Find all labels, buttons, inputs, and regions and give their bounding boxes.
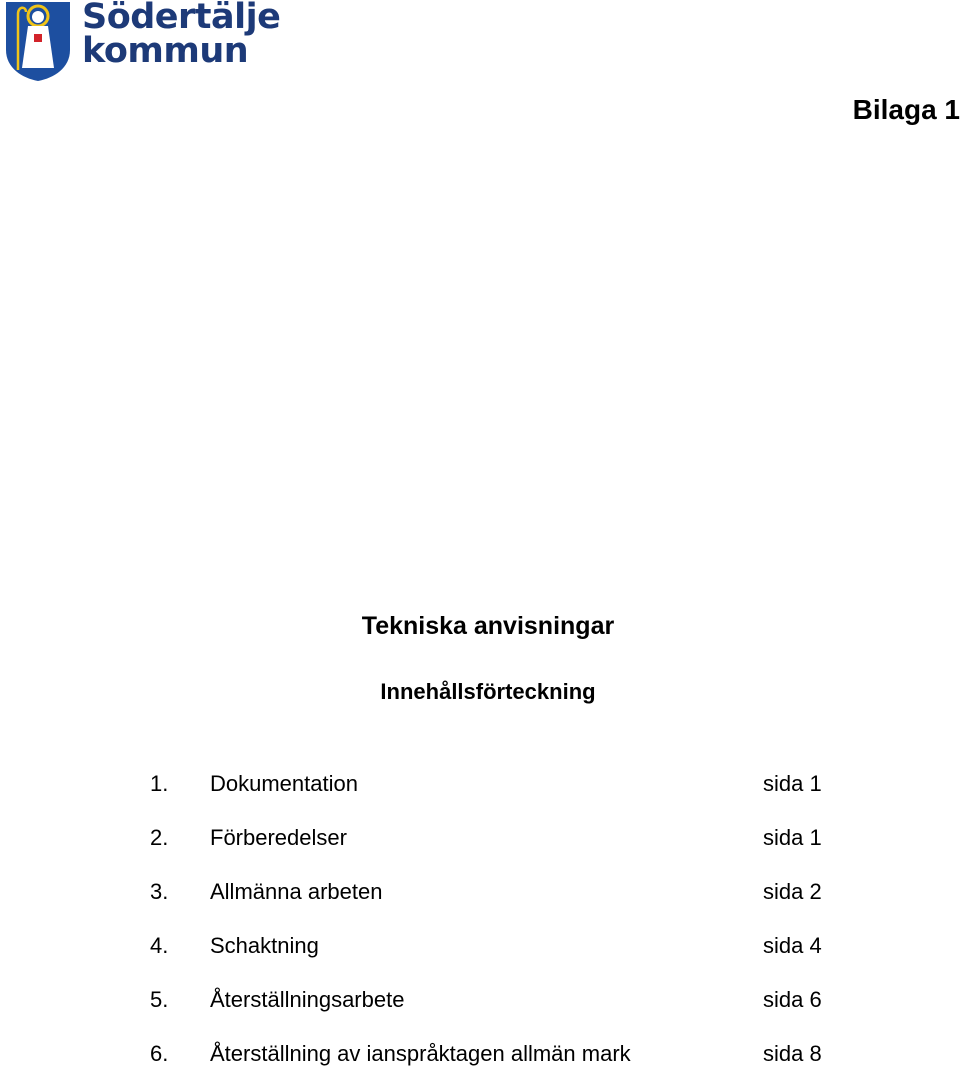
toc-entry-schaktning xyxy=(150,929,850,983)
toc-entry-page: sida 1 xyxy=(763,771,822,796)
coat-of-arms-icon xyxy=(4,0,72,82)
annex-label: Bilaga 1 xyxy=(852,94,960,125)
toc-entry-label: Allmänna arbeten xyxy=(210,879,383,904)
toc-entry-page: sida 2 xyxy=(763,879,822,904)
municipality-logo xyxy=(4,0,281,82)
logo-wordmark xyxy=(82,0,281,71)
toc-entry-page: sida 8 xyxy=(763,1041,822,1066)
toc-entry-forberedelser xyxy=(150,821,850,875)
toc-entry-number: 5. xyxy=(150,987,169,1012)
toc-entry-page: sida 6 xyxy=(763,987,822,1012)
toc-entry-label: Schaktning xyxy=(210,933,319,958)
table-of-contents xyxy=(150,767,850,1091)
toc-entry-aterstallning-allman-mark xyxy=(150,1037,850,1091)
toc-entry-aterstallningsarbete xyxy=(150,983,850,1037)
toc-entry-allmanna-arbeten xyxy=(150,875,850,929)
document-title: Tekniska anvisningar xyxy=(361,612,615,640)
toc-heading: Innehållsförteckning xyxy=(380,679,596,704)
toc-entry-number: 3. xyxy=(150,879,169,904)
toc-entry-page: sida 1 xyxy=(763,825,822,850)
logo-line-1: Södertälje xyxy=(82,0,281,37)
toc-entry-label: Dokumentation xyxy=(210,771,358,796)
toc-entry-number: 6. xyxy=(150,1041,169,1066)
toc-entry-label: Återställning av ianspråktagen allmän mark xyxy=(210,1041,631,1066)
logo-line-2: kommun xyxy=(82,31,249,71)
toc-entry-page: sida 4 xyxy=(763,933,822,958)
toc-entry-dokumentation xyxy=(150,767,850,821)
toc-entry-number: 1. xyxy=(150,771,169,796)
toc-entry-number: 2. xyxy=(150,825,169,850)
toc-entry-label: Förberedelser xyxy=(210,825,347,850)
toc-entry-number: 4. xyxy=(150,933,169,958)
toc-entry-label: Återställningsarbete xyxy=(210,987,405,1012)
